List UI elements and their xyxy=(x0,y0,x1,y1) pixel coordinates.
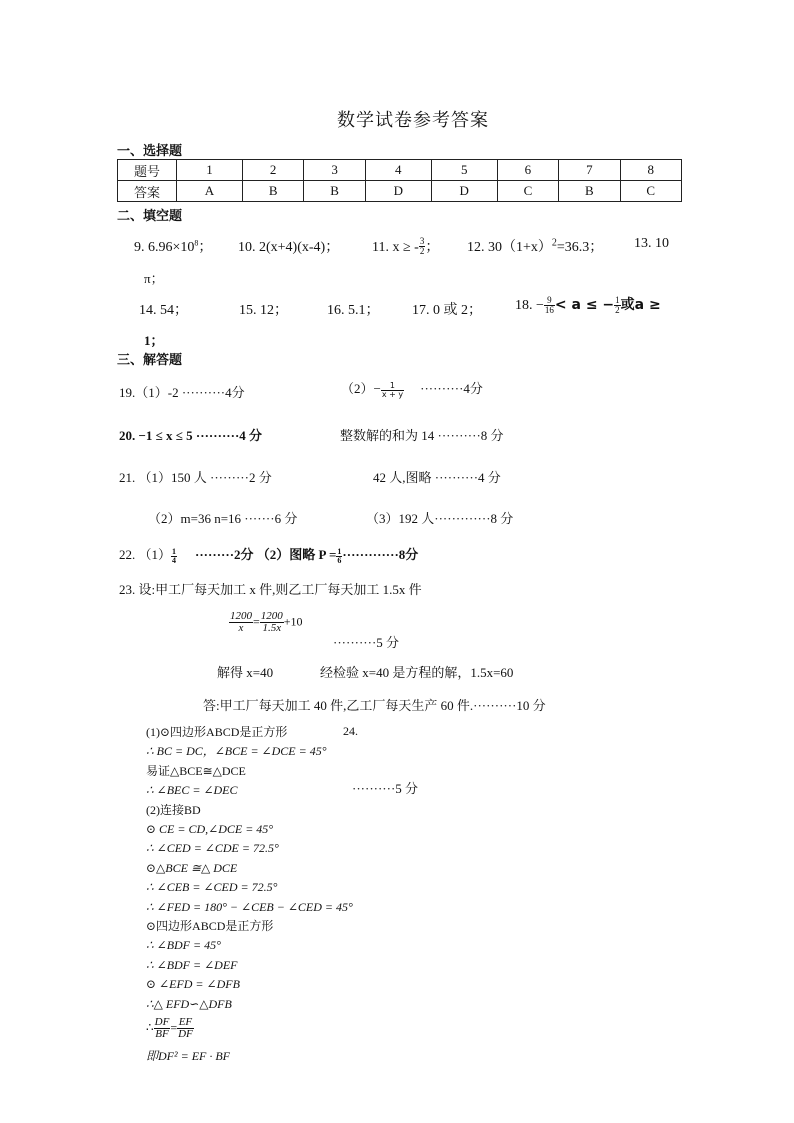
table-row-answers xyxy=(118,181,682,202)
table-cell: 5 xyxy=(431,160,497,181)
proof-line: ⊙△BCE ≅△ DCE xyxy=(146,860,238,875)
answer-q19-part1: 19.（1）-2 ··········4分 xyxy=(119,385,245,400)
proof-line: 易证△BCE≅△DCE xyxy=(146,763,246,778)
proof-line: ∴ ∠CEB = ∠CED = 72.5° xyxy=(146,880,278,895)
proof-line: ⊙ CE = CD,∠DCE = 45° xyxy=(146,822,274,837)
proof-line: (2)连接BD xyxy=(146,802,201,817)
proof-line: ∴ ∠FED = 180° − ∠CEB − ∠CED = 45° xyxy=(146,899,353,914)
proof-line: ∴ ∠BDF = ∠DEF xyxy=(146,957,238,972)
proof-line: ⊙四边形ABCD是正方形 xyxy=(146,919,274,934)
table-cell: B xyxy=(304,181,365,202)
answer-q23-intro: 23. 设:甲工厂每天加工 x 件,则乙工厂每天加工 1.5x 件 xyxy=(119,582,422,597)
proof-line-final: 即DF² = EF · BF xyxy=(146,1049,231,1064)
table-cell: 7 xyxy=(559,160,620,181)
table-cell: B xyxy=(242,181,303,202)
answer-q15: 15. 12； xyxy=(239,303,288,318)
answer-q18-cont: 1； xyxy=(144,333,164,348)
answer-q13-cont: π； xyxy=(144,271,164,286)
table-cell: 1 xyxy=(177,160,243,181)
answer-q22: 22. （1） $\frac{1}{4}$ ·········2分 （2）图略 P = $\frac{1}{6}$ ·············8分 xyxy=(119,546,419,565)
answer-q21-part3: （3）192 人·············8 分 xyxy=(366,511,514,526)
answer-q13: 13. 10 xyxy=(634,236,669,251)
proof-line: ∴ ∠CED = ∠CDE = 72.5° xyxy=(146,841,279,856)
answer-q24-score: ··········5 分 xyxy=(352,781,419,796)
answer-q21-part1b: 42 人,图略 ··········4 分 xyxy=(373,470,501,485)
answer-q9: 9. $6.96\times 10^8$； xyxy=(134,238,213,255)
answer-table xyxy=(117,159,682,202)
answer-q20-part2: 整数解的和为 14 ··········8 分 xyxy=(340,428,504,443)
table-cell-label: 答案 xyxy=(118,181,177,202)
table-cell: C xyxy=(620,181,681,202)
answer-q24-number: 24. xyxy=(343,724,358,738)
proof-line: ∴ BC = DC，∠BCE = ∠DCE = 45° xyxy=(146,744,327,759)
proof-line: ∴ ∠BEC = ∠DEC xyxy=(146,783,238,798)
table-cell: 4 xyxy=(365,160,431,181)
table-cell: A xyxy=(177,181,243,202)
table-cell: C xyxy=(497,181,558,202)
answer-q21-part1: 21. （1）150 人 ·········2 分 xyxy=(119,470,272,485)
answer-q19-part2: （2）− $\frac{1}{x + y}$ ··········4分 xyxy=(341,380,483,399)
answer-q23-check: 经检验 x=40 是方程的解，1.5x=60 xyxy=(320,665,514,680)
table-cell: D xyxy=(365,181,431,202)
answer-q16: 16. 5.1； xyxy=(327,303,380,318)
answer-q10: 10. 2(x+4)(x-4)； xyxy=(238,240,340,255)
section-heading-solve: 三、解答题 xyxy=(117,353,183,368)
answer-q23-equation: $\frac{1200}{x}$ = $\frac{1200}{1.5x}$ +10 xyxy=(230,610,303,634)
answer-q11: 11. x ≥ - $\frac{3}{2}$ ； xyxy=(372,236,440,256)
table-cell: 3 xyxy=(304,160,365,181)
table-cell: B xyxy=(559,181,620,202)
proof-line: ∴△ EFD∽△DFB xyxy=(146,996,232,1011)
answer-q21-part2: （2）m=36 n=16 ·······6 分 xyxy=(148,511,298,526)
table-cell-label: 题号 xyxy=(118,160,177,181)
table-cell: D xyxy=(431,181,497,202)
proof-line: (1)⊙四边形ABCD是正方形 xyxy=(146,725,288,739)
answer-q23-score: ··········5 分 xyxy=(333,635,400,650)
answer-q23-solve: 解得 x=40 xyxy=(217,665,274,680)
table-row-numbers xyxy=(118,160,682,181)
proof-line: ⊙ ∠EFD = ∠DFB xyxy=(146,977,240,992)
section-heading-choice: 一、选择题 xyxy=(117,144,183,159)
section-heading-fill: 二、填空题 xyxy=(117,209,183,224)
answer-q20-part1: 20. −1 ≤ x ≤ 5 ··········4 分 xyxy=(119,428,263,443)
proof-line: ∴ ∠BDF = 45° xyxy=(146,938,221,953)
answer-q18: 18. − $\frac{9}{16}$ < a ≤ − $\frac{1}{2}$ 或a ≥ xyxy=(515,295,661,316)
answer-q24-proof xyxy=(146,723,353,1067)
proof-ratio: ∴ $\frac{DF}{BF}$ = $\frac{EF}{DF}$ xyxy=(146,1016,193,1041)
answer-q14: 14. 54； xyxy=(139,303,188,318)
answer-q12: 12. $30(1+x)^2=36.3$； xyxy=(467,237,604,255)
page-title: 数学试卷参考答案 xyxy=(337,110,489,130)
table-cell: 2 xyxy=(242,160,303,181)
table-cell: 6 xyxy=(497,160,558,181)
answer-q23-answer: 答:甲工厂每天加工 40 件,乙工厂每天生产 60 件.··········10 分 xyxy=(203,698,546,713)
table-cell: 8 xyxy=(620,160,681,181)
answer-q17: 17. 0 或 2； xyxy=(412,303,482,318)
